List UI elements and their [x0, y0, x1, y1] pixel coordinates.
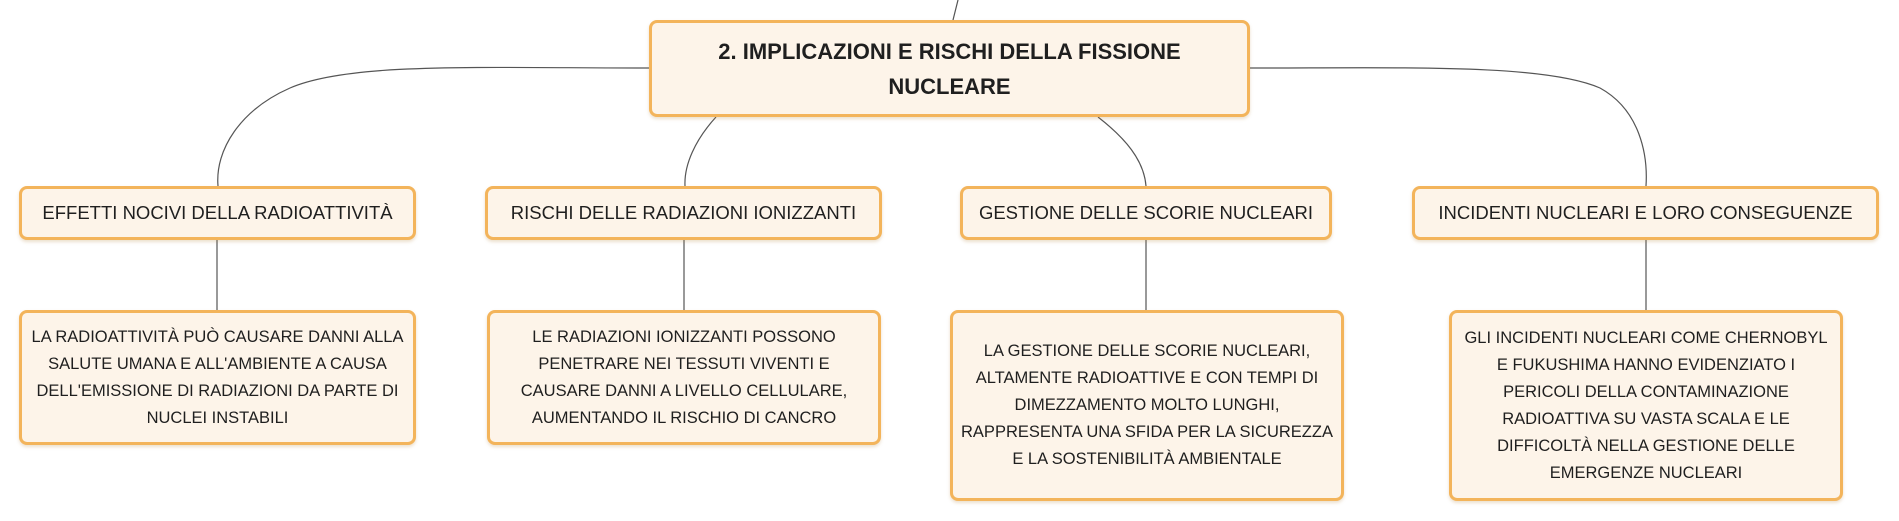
topic-label: INCIDENTI NUCLEARI E LORO CONSEGUENZE — [1438, 202, 1853, 223]
detail-text: LE RADIAZIONI IONIZZANTI POSSONO PENETRARE NEI TESSUTI VIVENTI E CAUSARE DANNI A LIVELLO CELLULARE, AUMENTANDO IL RISCHIO DI CANCRO — [520, 327, 848, 427]
connector-parent-to-root — [953, 0, 958, 20]
detail-text: LA RADIOATTIVITÀ PUÒ CAUSARE DANNI ALLA SALUTE UMANA E ALL'AMBIENTE A CAUSA DELL'EMISSIONE DI RADIAZIONI DA PARTE DI NUCLEI INSTABILI — [31, 327, 404, 427]
topic-label: EFFETTI NOCIVI DELLA RADIOATTIVITÀ — [42, 202, 393, 223]
connector-root-to-topic-2 — [685, 117, 716, 186]
root-title: 2. IMPLICAZIONI E RISCHI DELLA FISSIONE NUCLEARE — [718, 38, 1181, 99]
topic-node-nuclear-waste[interactable] — [960, 186, 1332, 240]
detail-text: LA GESTIONE DELLE SCORIE NUCLEARI, ALTAMENTE RADIOATTIVE E CON TEMPI DI DIMEZZAMENTO MOLTO LUNGHI, RAPPRESENTA UNA SFIDA PER LA SICUREZZA E LA SOSTENIBILITÀ AMBIENTALE — [961, 342, 1333, 468]
detail-node-nuclear-waste[interactable] — [950, 310, 1344, 501]
connector-root-to-topic-4 — [1250, 68, 1646, 186]
topic-label: RISCHI DELLE RADIAZIONI IONIZZANTI — [510, 202, 857, 223]
root-node[interactable] — [649, 20, 1250, 117]
connector-root-to-topic-3 — [1098, 117, 1146, 186]
topic-node-ionizing-radiation[interactable] — [485, 186, 882, 240]
topic-node-nuclear-accidents[interactable] — [1412, 186, 1879, 240]
connector-root-to-topic-1 — [218, 67, 649, 186]
topic-label: GESTIONE DELLE SCORIE NUCLEARI — [978, 202, 1314, 223]
detail-node-radioactivity-effects[interactable] — [19, 310, 416, 445]
detail-node-nuclear-accidents[interactable] — [1449, 310, 1843, 501]
detail-node-ionizing-radiation[interactable] — [487, 310, 881, 445]
detail-text: GLI INCIDENTI NUCLEARI COME CHERNOBYL E FUKUSHIMA HANNO EVIDENZIATO I PERICOLI DELLA CONTAMINAZIONE RADIOATTIVA SU VASTA SCALA E LE DIFFICOLTÀ NELLA GESTIONE DELLE EMERGENZE NUCLEARI — [1464, 328, 1828, 482]
topic-node-radioactivity-effects[interactable] — [19, 186, 416, 240]
